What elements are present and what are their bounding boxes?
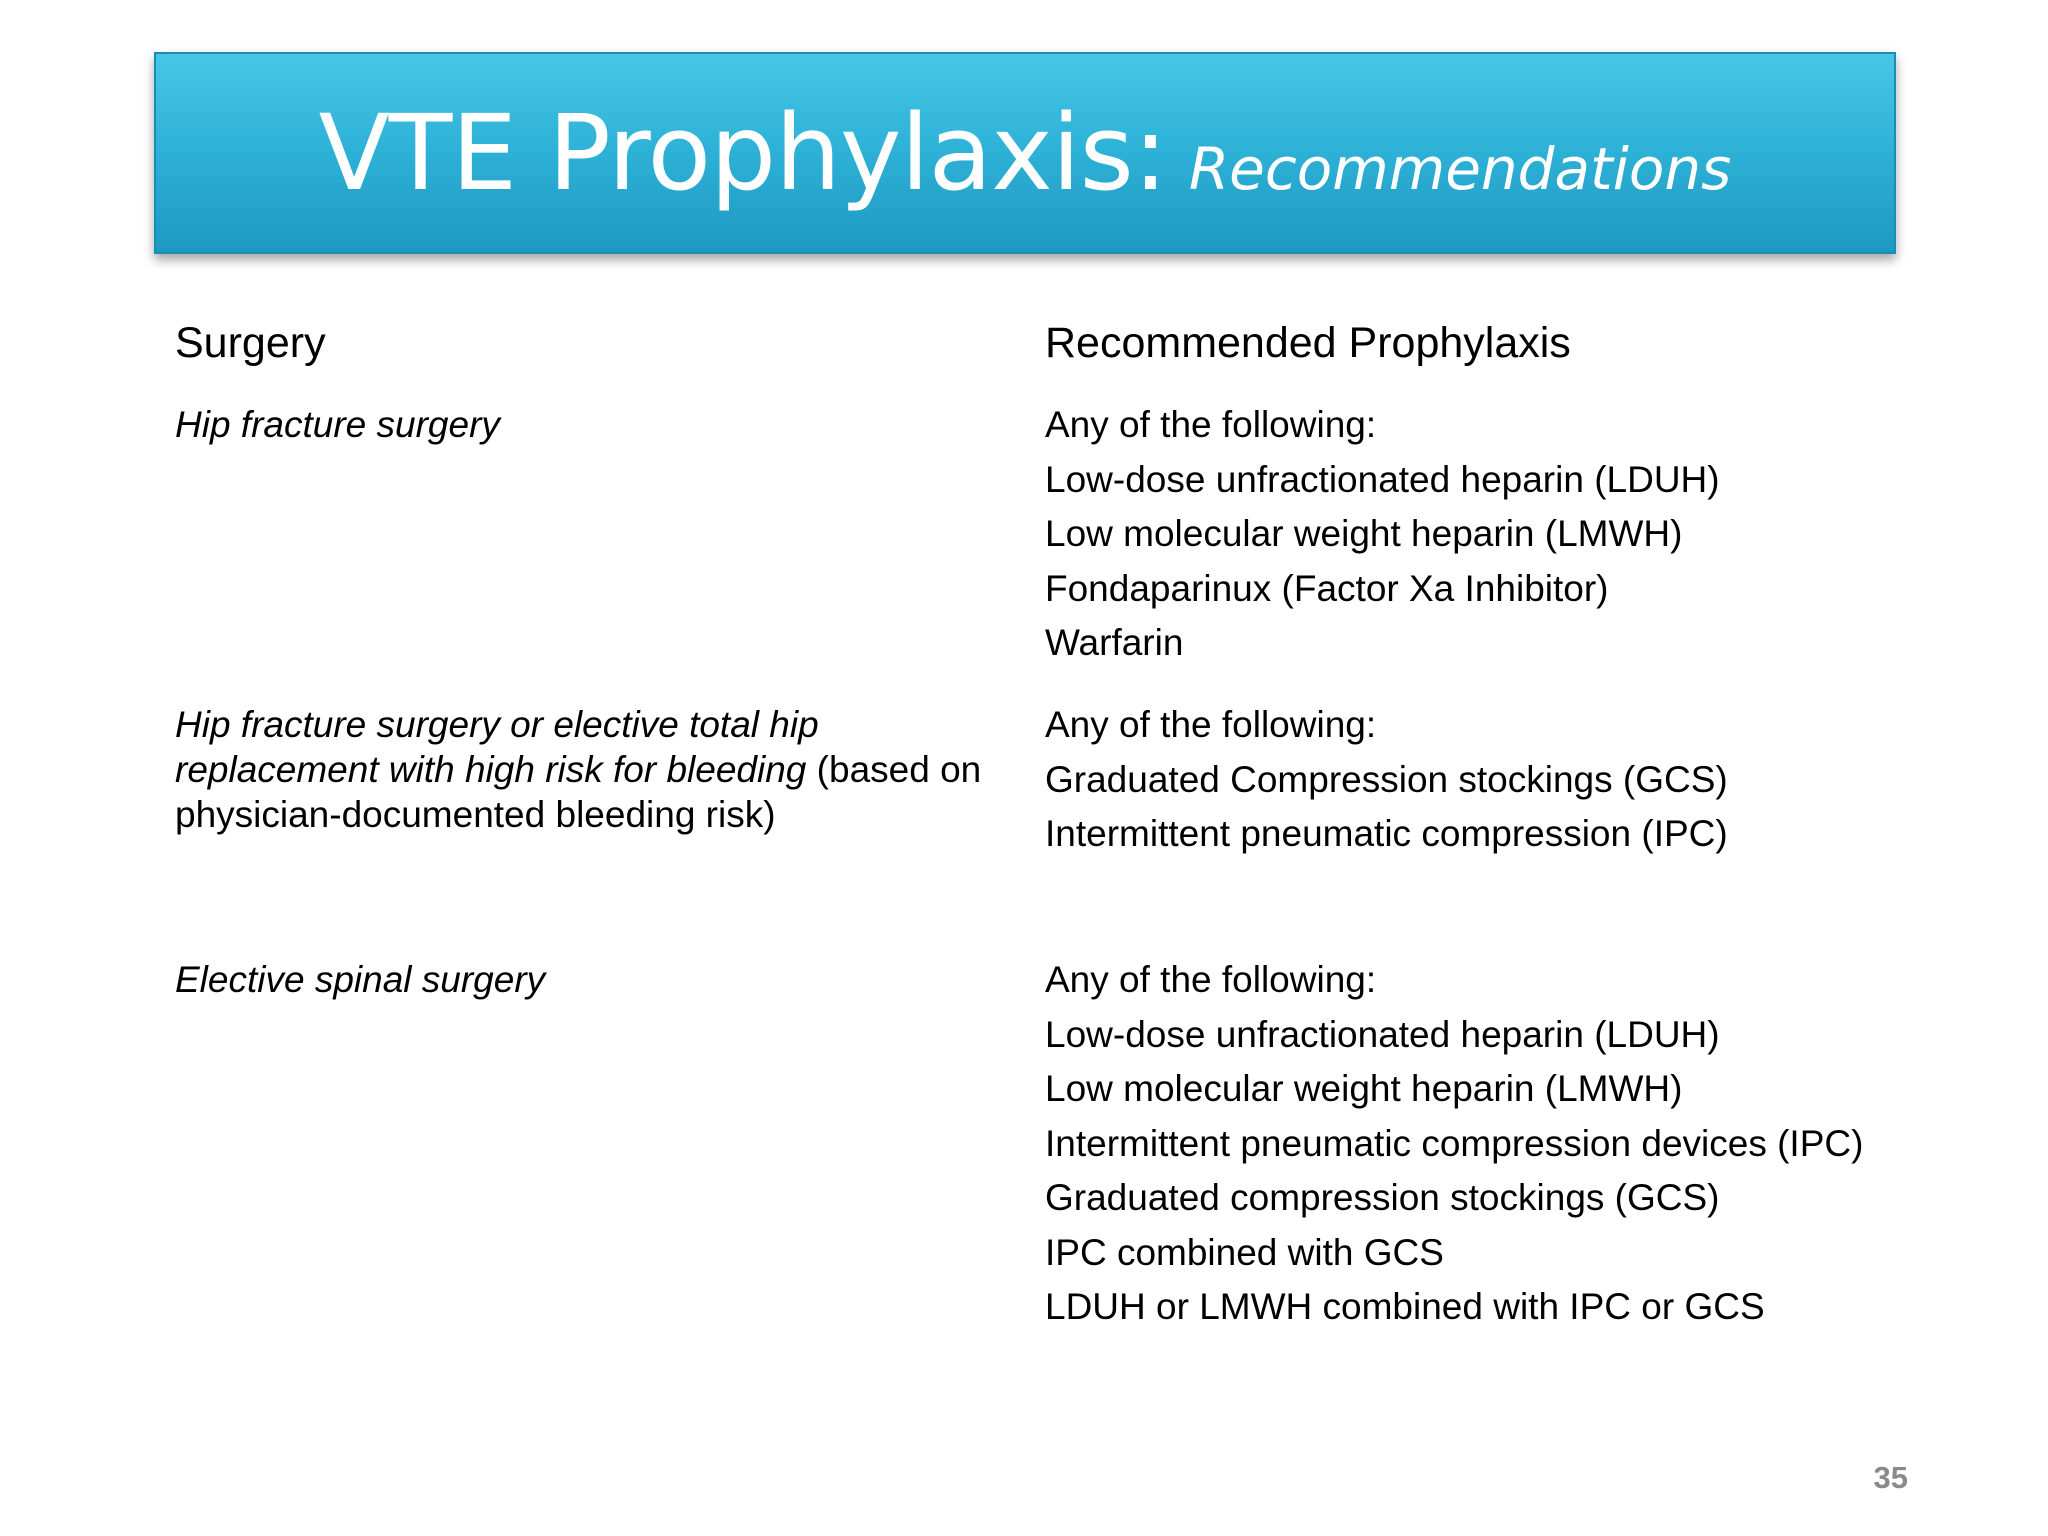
surgery-cell-1: [175, 402, 1005, 447]
surgery-name: Elective spinal surgery: [175, 959, 546, 1000]
prophylaxis-item: Intermittent pneumatic compression (IPC): [1045, 813, 1728, 854]
title-banner: [154, 52, 1896, 254]
surgery-note: (based on physician-documented bleeding risk): [175, 749, 982, 835]
slide-title: [319, 92, 1732, 214]
prophylaxis-item: Warfarin: [1045, 622, 1184, 663]
surgery-name: Hip fracture surgery: [175, 404, 500, 445]
surgery-cell-2: [175, 702, 1005, 837]
prophylaxis-item: LDUH or LMWH combined with IPC or GCS: [1045, 1286, 1765, 1327]
prophylaxis-item: Fondaparinux (Factor Xa Inhibitor): [1045, 567, 1609, 609]
prophylaxis-item: Any of the following:: [1045, 404, 1377, 445]
title-main: VTE Prophylaxis:: [318, 92, 1167, 214]
prophylaxis-item: Graduated Compression stockings (GCS): [1045, 758, 1728, 800]
surgery-cell-3: [175, 957, 1005, 1002]
prophylaxis-item: Intermittent pneumatic compression devices (IPC): [1045, 1122, 1864, 1164]
prophylaxis-item: Low molecular weight heparin (LMWH): [1045, 513, 1683, 554]
prophylaxis-cell-3: [1045, 957, 1875, 1339]
page-number: 35: [1873, 1460, 1908, 1495]
prophylaxis-item: Any of the following:: [1045, 704, 1377, 745]
prophylaxis-item: Low-dose unfractionated heparin (LDUH): [1045, 458, 1720, 500]
surgery-name: Hip fracture surgery or elective total hip replacement with high risk for bleeding: [175, 704, 819, 790]
prophylaxis-item: Graduated compression stockings (GCS): [1045, 1177, 1720, 1218]
prophylaxis-item: Low-dose unfractionated heparin (LDUH): [1045, 1013, 1720, 1055]
prophylaxis-item: Any of the following:: [1045, 959, 1377, 1000]
prophylaxis-item: Low molecular weight heparin (LMWH): [1045, 1068, 1683, 1109]
prophylaxis-cell-1: [1045, 402, 1875, 675]
prophylaxis-column-header: Recommended Prophylaxis: [1045, 319, 1571, 367]
surgery-column-header: Surgery: [175, 319, 326, 367]
title-subtitle: Recommendations: [1188, 135, 1732, 203]
prophylaxis-item: IPC combined with GCS: [1045, 1231, 1444, 1273]
prophylaxis-cell-2: [1045, 702, 1875, 866]
